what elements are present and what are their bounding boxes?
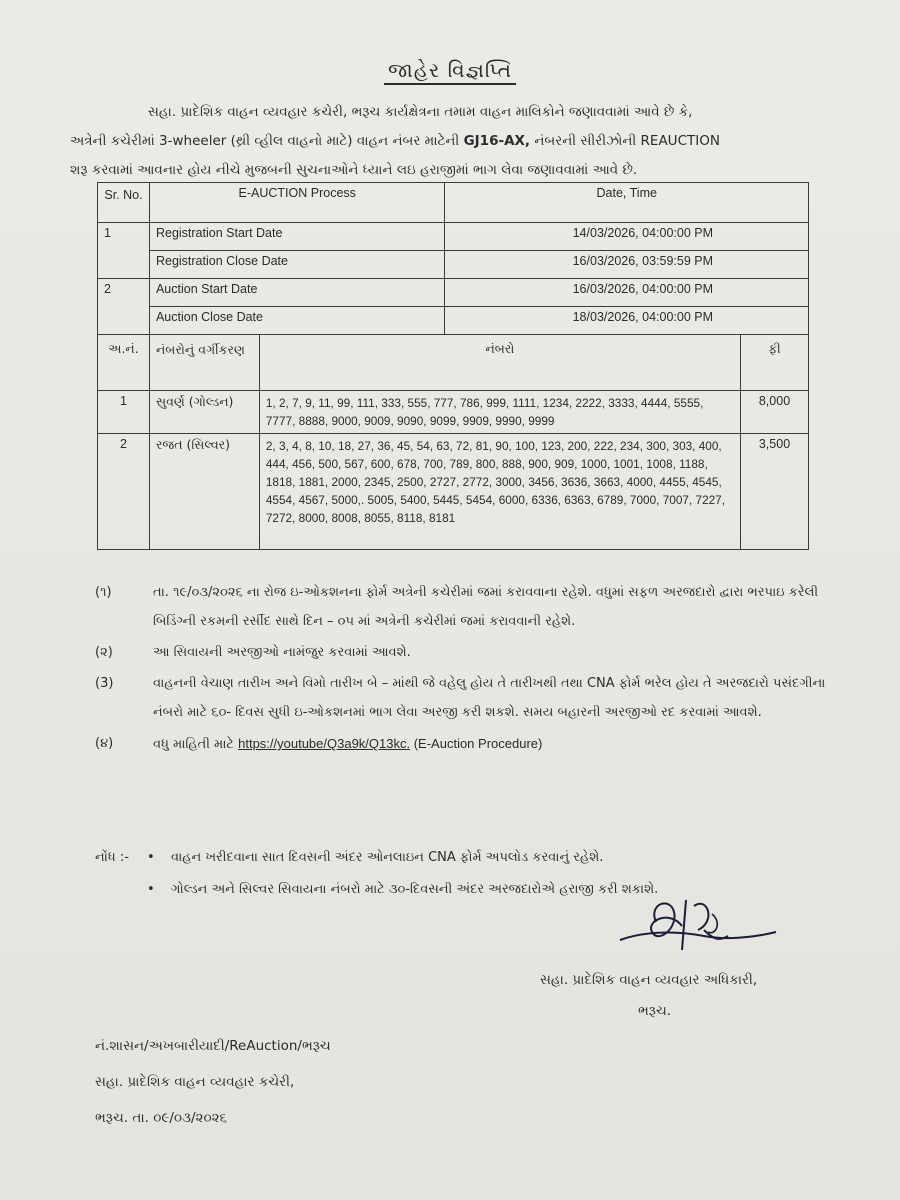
series-code: GJ16-AX, xyxy=(463,133,531,149)
instruction-text: તા. ૧૯/૦૩/૨૦૨૬ ના રોજ ઇ-ઓકશનના ફોર્મ અત્રેની કચેરીમાં જમાં કરાવવાના રહેશે. વધુમાં સફળ અરજદારો દ્વારા ભરપાઇ કરેલી બિડિંગ્ની રકમની રર્સીદ સાથે દિન – ૦૫ માં અત્રેની કચેરીમાં જમાં કરાવવાની રહેશે. xyxy=(153,585,819,629)
schedule-label: Registration Close Date xyxy=(149,251,444,279)
signatory-place: ભરૂચ. xyxy=(638,1003,672,1019)
intro-line-2: અત્રેની કચેરીમાં 3-wheeler (થ્રી વ્હીલ વાહનો માટે) વાહન નંબર માટેની GJ16-AX, નંબરની સીરીઝોની REAUCTION xyxy=(70,133,720,149)
instruction-item xyxy=(95,638,835,667)
remark-text: ગોલ્ડન અને સિલ્વર સિવાયના નંબરો માટે ૩૦-દિવસની અંદર અરજદારોએ હરાજી કરી શકાશે. xyxy=(171,882,659,897)
schedule-datetime: 18/03/2026, 04:00:00 PM xyxy=(445,307,809,335)
fee-header: ફી xyxy=(741,335,809,391)
remark-item xyxy=(95,842,835,874)
category-header: નંબરોનું વર્ગીકરણ xyxy=(149,335,259,391)
instruction-number: (૨) xyxy=(95,645,113,660)
schedule-datetime: 16/03/2026, 04:00:00 PM xyxy=(445,279,809,307)
instructions-list xyxy=(95,578,835,761)
reference-number: નં.શાસન/અખબારીયાદી/ReAuction/ભરૂચ xyxy=(95,1038,331,1054)
schedule-datetime: 14/03/2026, 04:00:00 PM xyxy=(445,223,809,251)
instruction-text: આ સિવાયની અરજીઓ નામંજુર કરવામાં આવશે. xyxy=(153,645,411,660)
instruction-number: (3) xyxy=(95,676,114,691)
sr-no-header: Sr. No. xyxy=(98,183,150,223)
process-header: E-AUCTION Process xyxy=(149,183,444,223)
auction-schedule-table xyxy=(97,182,809,550)
instruction-item xyxy=(95,669,835,727)
place-and-date: ભરૂચ. તા. ૦૯/૦૩/૨૦૨૬ xyxy=(95,1110,228,1126)
schedule-row xyxy=(98,307,809,335)
silver-row xyxy=(98,434,809,550)
bullet-icon: • xyxy=(147,882,155,897)
silver-numbers: 2, 3, 4, 8, 10, 18, 27, 36, 45, 54, 63, 72, 81, 90, 100, 123, 200, 222, 234, 300, 303, 400, 444, 456, 500, 567, 600, 678, 700, 789, 800, 888, 900, 909, 1000, 1001, 1008, 1188, 1818, 1881, 2000, 2345, 2500, 2727, 2772, 3000, 3456, 3636, 3663, 4000, 4455, 4545, 4554, 4567, 5000,. 5005, 5400, 5445, 5454, 6000, 6336, 6363, 6789, 7000, 7007, 7227, 7272, 8000, 8008, 8055, 8118, 8181 xyxy=(259,434,740,550)
remarks-label: નોંધ :- xyxy=(95,850,129,865)
footer-reference xyxy=(95,1028,331,1136)
golden-sr: 1 xyxy=(98,391,150,434)
bullet-icon: • xyxy=(147,850,155,865)
numbers-header: નંબરો xyxy=(259,335,740,391)
golden-category: સુવર્ણ (ગોલ્ડન) xyxy=(149,391,259,434)
intro-paragraph xyxy=(70,98,830,185)
schedule-sr: 1 xyxy=(98,223,150,279)
silver-fee: 3,500 xyxy=(741,434,809,550)
intro-line-1: સહા. પ્રાદેશિક વાહન વ્યવહાર કચેરી, ભરૂચ કાર્યક્ષેત્રના તમામ વાહન માલિકોને જણાવવામાં આવે છે કે, xyxy=(148,104,693,120)
numbers-header-row xyxy=(98,335,809,391)
instruction-number: (૪) xyxy=(95,736,114,751)
serial-header: અ.નં. xyxy=(98,335,150,391)
intro-line-3: શરૂ કરવામાં આવનાર હોય નીચે મુજબની સુચનાઓને ધ્યાને લઇ હરાજીમાં ભાગ લેવા જણાવવામાં આવે છે. xyxy=(70,162,638,178)
instruction-item: (૪) વધુ માહિતી માટે https://youtube/Q3a9k/Q13kc. (E-Auction Procedure) xyxy=(95,729,835,759)
instruction-text: વાહનની વેચાણ તારીખ અને વિમો તારીખ બે – માંથી જે વહેલુ હોય તે તારીખથી તથા CNA ફોર્મ ભરેલ હોય તે અરજદારો પસંદગીના નંબરો માટે ૬૦- દિવસ સુધી ઇ-ઓકશનમાં ભાગ લેવા અરજી કરી શકશે. સમય બહારની અરજીઓ રદ કરવામાં આવશે. xyxy=(153,676,826,720)
schedule-sr: 2 xyxy=(98,279,150,335)
schedule-row xyxy=(98,279,809,307)
schedule-row xyxy=(98,251,809,279)
schedule-header-row xyxy=(98,183,809,223)
schedule-label: Auction Start Date xyxy=(149,279,444,307)
schedule-datetime: 16/03/2026, 03:59:59 PM xyxy=(445,251,809,279)
procedure-video-link[interactable]: https://youtube/Q3a9k/Q13kc. xyxy=(238,736,411,751)
golden-row xyxy=(98,391,809,434)
handwritten-signature xyxy=(612,892,782,962)
signatory-designation: સહા. પ્રાદેશિક વાહન વ્યવહાર અધિકારી, xyxy=(540,972,758,988)
schedule-label: Auction Close Date xyxy=(149,307,444,335)
schedule-label: Registration Start Date xyxy=(149,223,444,251)
remark-text: વાહન ખરીદવાના સાત દિવસની અંદર ઓનલાઇન CNA ફોર્મ અપલોડ કરવાનું રહેશે. xyxy=(171,850,604,865)
silver-category: રજત (સિલ્વર) xyxy=(149,434,259,550)
notice-title: જાહેર વિજ્ઞપ્તિ xyxy=(0,58,900,82)
instruction-item xyxy=(95,578,835,636)
golden-numbers: 1, 2, 7, 9, 11, 99, 111, 333, 555, 777, 786, 999, 1111, 1234, 2222, 3333, 4444, 5555, 7777, 8888, 9000, 9009, 9090, 9099, 9909, 9990, 9999 xyxy=(259,391,740,434)
instruction-number: (૧) xyxy=(95,585,112,600)
silver-sr: 2 xyxy=(98,434,150,550)
golden-fee: 8,000 xyxy=(741,391,809,434)
schedule-row xyxy=(98,223,809,251)
datetime-header: Date, Time xyxy=(445,183,809,223)
issuing-office: સહા. પ્રાદેશિક વાહન વ્યવહાર કચેરી, xyxy=(95,1074,295,1090)
